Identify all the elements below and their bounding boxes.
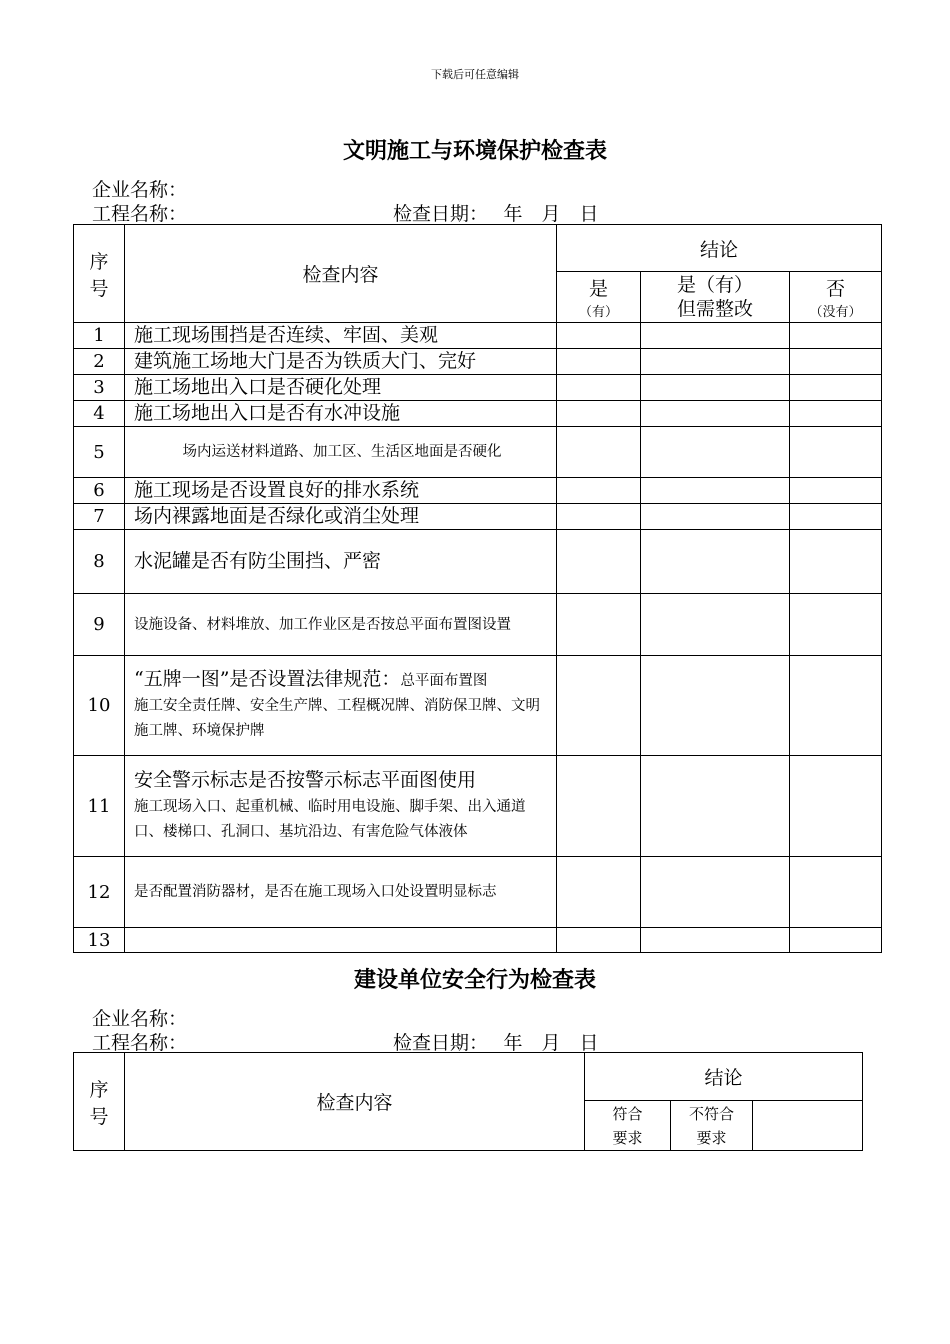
cell-no[interactable] xyxy=(790,857,882,928)
cell-yes-fix[interactable] xyxy=(641,349,790,375)
cell-yes[interactable] xyxy=(557,857,641,928)
cell-yes-fix[interactable] xyxy=(641,656,790,756)
table2-project-label: 工程名称： xyxy=(92,1032,188,1054)
cell-no[interactable] xyxy=(790,504,882,530)
cell-yes-fix[interactable] xyxy=(641,594,790,656)
row-content: 是否配置消防器材，是否在施工现场入口处设置明显标志 xyxy=(125,857,557,928)
row-num: 11 xyxy=(74,756,125,857)
table-row xyxy=(74,857,882,928)
table-row xyxy=(74,530,882,594)
cell-yes-fix[interactable] xyxy=(641,427,790,478)
row-content: 施工现场围挡是否连续、牢固、美观 xyxy=(125,323,557,349)
table-row xyxy=(74,427,882,478)
row-content: 建筑施工场地大门是否为铁质大门、完好 xyxy=(125,349,557,375)
cell-yes-fix[interactable] xyxy=(641,375,790,401)
cell-yes-fix[interactable] xyxy=(641,323,790,349)
cell-no[interactable] xyxy=(790,375,882,401)
table2-col-conclusion: 结论 xyxy=(585,1053,863,1101)
cell-yes-fix[interactable] xyxy=(641,857,790,928)
table-row xyxy=(74,401,882,427)
table-row xyxy=(74,756,882,857)
table1-company-label: 企业名称： xyxy=(92,179,188,201)
row-num: 13 xyxy=(74,928,125,953)
row-content[interactable] xyxy=(125,928,557,953)
cell-no[interactable] xyxy=(790,478,882,504)
table-row xyxy=(74,375,882,401)
cell-yes-fix[interactable] xyxy=(641,478,790,504)
cell-no[interactable] xyxy=(790,427,882,478)
row-content: 安全警示标志是否按警示标志平面图使用 施工现场入口、起重机械、临时用电设施、脚手架、出入通道口、楼梯口、孔洞口、基坑沿边、有害危险气体液体 xyxy=(125,756,557,857)
cell-no[interactable] xyxy=(790,656,882,756)
row-num: 6 xyxy=(74,478,125,504)
table2-date-label: 检查日期： 年 月 日 xyxy=(393,1032,599,1054)
row-num: 4 xyxy=(74,401,125,427)
table2-company-label: 企业名称： xyxy=(92,1008,188,1030)
table2-col-meet: 符合 要求 xyxy=(585,1101,671,1151)
cell-yes[interactable] xyxy=(557,323,641,349)
cell-yes[interactable] xyxy=(557,530,641,594)
table1-col-yes: 是 （有） xyxy=(557,272,641,323)
table2-col-blank xyxy=(753,1101,863,1151)
cell-yes[interactable] xyxy=(557,375,641,401)
cell-yes-fix[interactable] xyxy=(641,928,790,953)
row-num: 12 xyxy=(74,857,125,928)
cell-yes[interactable] xyxy=(557,504,641,530)
row-num: 2 xyxy=(74,349,125,375)
table2-col-notmeet: 不符合 要求 xyxy=(671,1101,753,1151)
cell-yes[interactable] xyxy=(557,928,641,953)
page-header-note: 下载后可任意编辑 xyxy=(431,68,519,81)
row-content: 施工场地出入口是否有水冲设施 xyxy=(125,401,557,427)
row-content: “五牌一图”是否设置法律规范：总平面布置图 施工安全责任牌、安全生产牌、工程概况牌、消防保卫牌、文明施工牌、环境保护牌 xyxy=(125,656,557,756)
cell-no[interactable] xyxy=(790,530,882,594)
cell-yes-fix[interactable] xyxy=(641,756,790,857)
table2-title: 建设单位安全行为检查表 xyxy=(353,967,596,993)
table1-title: 文明施工与环境保护检查表 xyxy=(342,138,607,164)
cell-no[interactable] xyxy=(790,928,882,953)
table-row xyxy=(74,656,882,756)
cell-no[interactable] xyxy=(790,323,882,349)
row-num: 3 xyxy=(74,375,125,401)
table-row xyxy=(74,478,882,504)
cell-yes[interactable] xyxy=(557,401,641,427)
table-row xyxy=(74,594,882,656)
table-row xyxy=(74,349,882,375)
cell-yes-fix[interactable] xyxy=(641,401,790,427)
cell-yes[interactable] xyxy=(557,594,641,656)
row-content: 施工现场是否设置良好的排水系统 xyxy=(125,478,557,504)
cell-yes[interactable] xyxy=(557,656,641,756)
cell-no[interactable] xyxy=(790,756,882,857)
table1-col-conclusion: 结论 xyxy=(557,225,882,272)
cell-no[interactable] xyxy=(790,594,882,656)
row-num: 7 xyxy=(74,504,125,530)
row-content: 水泥罐是否有防尘围挡、严密 xyxy=(125,530,557,594)
row-num: 9 xyxy=(74,594,125,656)
table2-col-seq: 序 号 xyxy=(74,1053,125,1151)
cell-yes-fix[interactable] xyxy=(641,504,790,530)
cell-yes[interactable] xyxy=(557,478,641,504)
table-row xyxy=(74,323,882,349)
row-num: 10 xyxy=(74,656,125,756)
cell-no[interactable] xyxy=(790,401,882,427)
table2-col-content: 检查内容 xyxy=(125,1053,585,1151)
table-row xyxy=(74,928,882,953)
table1-project-label: 工程名称： xyxy=(92,203,188,225)
table1-col-content: 检查内容 xyxy=(125,225,557,323)
row-content: 施工场地出入口是否硬化处理 xyxy=(125,375,557,401)
table1 xyxy=(73,224,882,953)
cell-yes-fix[interactable] xyxy=(641,530,790,594)
cell-yes[interactable] xyxy=(557,756,641,857)
row-content: 场内运送材料道路、加工区、生活区地面是否硬化 xyxy=(125,427,557,478)
row-num: 8 xyxy=(74,530,125,594)
table1-date-label: 检查日期： 年 月 日 xyxy=(393,203,599,225)
row-content: 设施设备、材料堆放、加工作业区是否按总平面布置图设置 xyxy=(125,594,557,656)
table1-col-no: 否 （没有） xyxy=(790,272,882,323)
row-num: 5 xyxy=(74,427,125,478)
cell-yes[interactable] xyxy=(557,349,641,375)
row-content: 场内裸露地面是否绿化或消尘处理 xyxy=(125,504,557,530)
cell-no[interactable] xyxy=(790,349,882,375)
row-num: 1 xyxy=(74,323,125,349)
table1-col-seq: 序 号 xyxy=(74,225,125,323)
table1-col-yes-fix: 是（有） 但需整改 xyxy=(641,272,790,323)
table2 xyxy=(73,1052,863,1151)
table-row xyxy=(74,504,882,530)
cell-yes[interactable] xyxy=(557,427,641,478)
